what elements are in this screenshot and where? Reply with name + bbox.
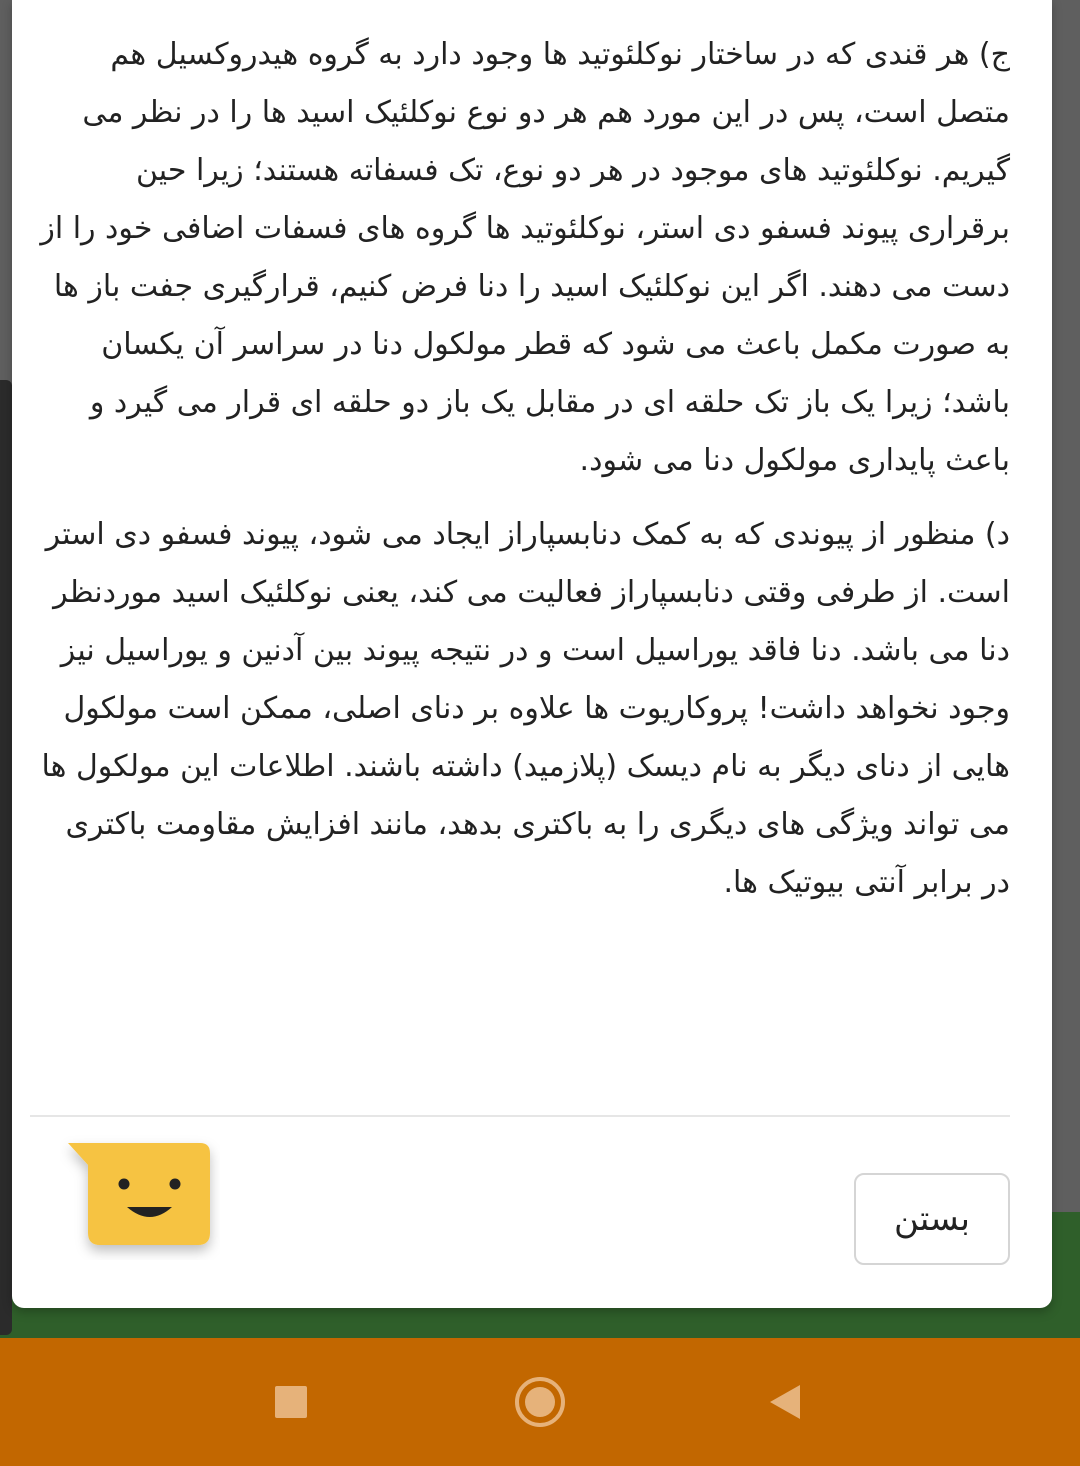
back-triangle-icon (767, 1383, 803, 1421)
home-circle-icon (514, 1376, 566, 1428)
dialog-divider (30, 1115, 1010, 1117)
smiley-chat-icon (60, 1135, 220, 1260)
answer-paragraph-d: د) منظور از پیوندی که به کمک دنابسپاراز ایجاد می شود، پیوند فسفو دی استر است. از طرفی وقتی دنابسپاراز فعالیت می کند، یعنی نوکلئیک اسید موردنظر دنا می باشد. دنا فاقد یوراسیل است و در نتیجه پیوند بین آدنین و یوراسیل نیز وجود نخواهد داشت! پروکاریوت ها علاوه بر دنای اصلی، ممکن است مولکول هایی از دنای دیگر به نام دیسک (پلازمید) داشته باشند. اطلاعات این مولکول ها می تواند ویژگی های دیگری را به باکتری بدهد، مانند افزایش مقاومت باکتری در برابر آنتی بیوتیک ها. (41, 517, 1010, 900)
close-button[interactable]: بستن (854, 1173, 1010, 1265)
answer-paragraph-c: ج) هر قندی که در ساختار نوکلئوتید ها وجود دارد به گروه هیدروکسیل هم متصل است، پس در این مورد هم هر دو نوع نوکلئیک اسید ها را در نظر می گیریم. نوکلئوتید های موجود در هر دو نوع، تک فسفاته هستند؛ زیرا حین برقراری پیوند فسفو دی استر، نوکلئوتید ها گروه های فسفات اضافی خود را از دست می دهند. اگر این نوکلئیک اسید را دنا فرض کنیم، قرارگیری جفت باز ها به صورت مکمل باعث می شود که قطر مولکول دنا در سراسر آن یکسان باشد؛ زیرا یک باز تک حلقه ای در مقابل یک باز دو حلقه ای قرار می گیرد و باعث پایداری مولکول دنا می شود. (40, 37, 1010, 478)
chat-widget-button[interactable] (60, 1135, 220, 1260)
android-navigation-bar (0, 1338, 1080, 1466)
dialog-content (30, 26, 1010, 928)
recents-square-icon (274, 1385, 308, 1419)
home-button[interactable] (480, 1338, 600, 1466)
back-button[interactable] (725, 1338, 845, 1466)
answer-dialog (12, 0, 1052, 1308)
scroll-rail (0, 380, 12, 1335)
recents-button[interactable] (231, 1338, 351, 1466)
